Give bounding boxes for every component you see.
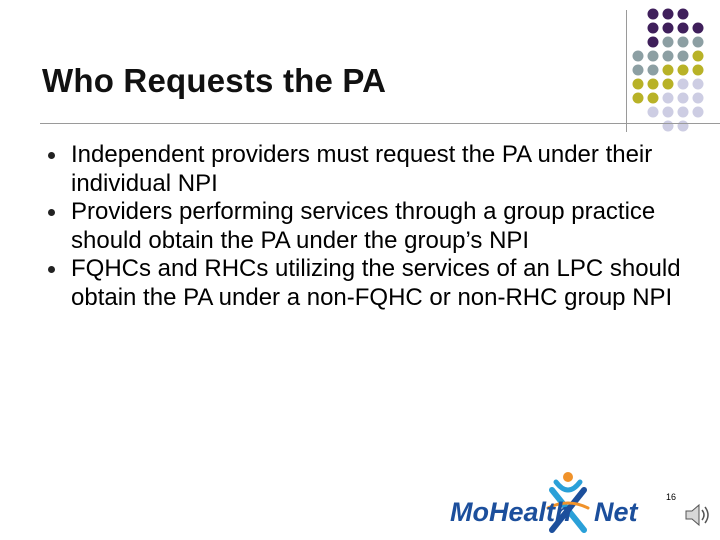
svg-text:Net: Net xyxy=(594,497,638,527)
bullet-item xyxy=(46,198,696,255)
page-number: 16 xyxy=(666,492,677,502)
decorative-dot xyxy=(633,51,644,62)
decorative-dot xyxy=(663,79,674,90)
decorative-dot xyxy=(693,23,704,34)
decorative-dot xyxy=(678,23,689,34)
decorative-dot xyxy=(693,37,704,48)
decorative-dot xyxy=(678,107,689,118)
decorative-dot xyxy=(663,23,674,34)
vertical-divider xyxy=(626,10,627,132)
decorative-dot xyxy=(693,79,704,90)
slide-title: Who Requests the PA xyxy=(42,62,387,99)
bullet-item xyxy=(46,141,696,198)
decorative-dot xyxy=(633,79,644,90)
decorative-dot xyxy=(648,9,659,20)
bullet-item xyxy=(46,255,696,312)
decorative-dot xyxy=(678,93,689,104)
bullet-dot-icon xyxy=(48,266,55,273)
decorative-dot xyxy=(648,107,659,118)
decorative-dot xyxy=(678,9,689,20)
svg-text:MoHealth: MoHealth xyxy=(450,497,572,527)
bullet-text: Independent providers must request the PA under their individual NPI xyxy=(71,141,653,197)
decorative-dot xyxy=(648,37,659,48)
decorative-dot xyxy=(633,65,644,76)
decorative-dot xyxy=(648,51,659,62)
speaker-icon[interactable] xyxy=(682,500,712,530)
decorative-dot xyxy=(648,23,659,34)
bullet-dot-icon xyxy=(48,152,55,159)
mohealthnet-logo xyxy=(448,468,678,536)
decorative-dot xyxy=(693,107,704,118)
title-divider xyxy=(40,123,720,124)
decorative-dot xyxy=(663,37,674,48)
decorative-dot xyxy=(693,93,704,104)
decorative-dot xyxy=(678,37,689,48)
decorative-dot xyxy=(693,65,704,76)
decorative-dot xyxy=(678,65,689,76)
decorative-dot xyxy=(678,79,689,90)
dot-grid-decoration xyxy=(630,6,720,136)
decorative-dot xyxy=(663,93,674,104)
decorative-dot xyxy=(648,79,659,90)
decorative-dot xyxy=(663,107,674,118)
decorative-dot xyxy=(648,65,659,76)
bullet-dot-icon xyxy=(48,209,55,216)
decorative-dot xyxy=(633,93,644,104)
decorative-dot xyxy=(663,65,674,76)
decorative-dot xyxy=(663,51,674,62)
decorative-dot xyxy=(693,51,704,62)
decorative-dot xyxy=(663,9,674,20)
bullet-text: FQHCs and RHCs utilizing the services of an LPC should obtain the PA under a non-FQHC or non-RHC group NPI xyxy=(71,255,681,311)
decorative-dot xyxy=(648,93,659,104)
decorative-dot xyxy=(678,51,689,62)
bullet-text: Providers performing services through a group practice should obtain the PA under the group’s NPI xyxy=(71,198,656,254)
bullet-list xyxy=(46,141,696,312)
